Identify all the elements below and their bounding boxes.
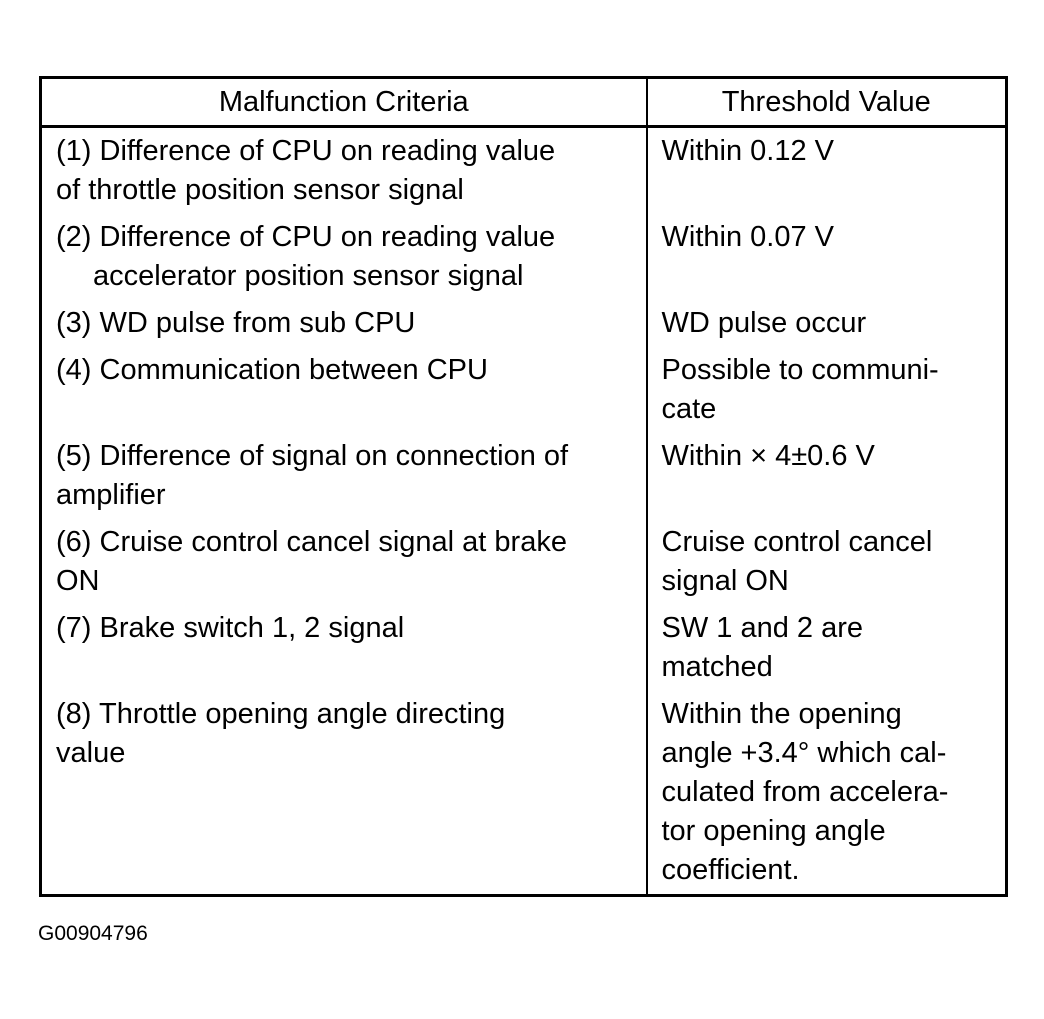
criteria-text: (3) WD pulse from sub CPU	[56, 307, 416, 339]
threshold-text: Within × 4±0.6 V	[661, 440, 875, 472]
table-header-row	[41, 78, 1007, 127]
threshold-text: angle +3.4° which cal-	[661, 737, 947, 769]
threshold-cell	[647, 127, 1007, 215]
header-malfunction-criteria: Malfunction Criteria	[41, 78, 647, 127]
table-row	[41, 433, 1007, 519]
criteria-cell	[41, 127, 647, 215]
threshold-cell	[647, 691, 1007, 896]
threshold-text: Within 0.07 V	[661, 221, 834, 253]
table-row	[41, 300, 1007, 347]
criteria-text: (6) Cruise control cancel signal at brake	[56, 526, 567, 558]
table-row	[41, 691, 1007, 896]
table-row	[41, 214, 1007, 300]
criteria-cell	[41, 433, 647, 519]
threshold-cell	[647, 519, 1007, 605]
threshold-text: Within the opening	[661, 698, 902, 730]
criteria-text: (5) Difference of signal on connection of	[56, 440, 569, 472]
threshold-text: coefficient.	[661, 854, 800, 886]
criteria-text: of throttle position sensor signal	[56, 174, 464, 206]
threshold-cell	[647, 300, 1007, 347]
malfunction-criteria-table	[39, 76, 1008, 897]
criteria-cell	[41, 300, 647, 347]
criteria-text: (2) Difference of CPU on reading value	[56, 221, 556, 253]
criteria-cell	[41, 519, 647, 605]
threshold-text: Within 0.12 V	[661, 135, 834, 167]
criteria-text: value	[56, 737, 126, 769]
table-row	[41, 605, 1007, 691]
criteria-text: (1) Difference of CPU on reading value	[56, 135, 556, 167]
figure-id: G00904796	[38, 922, 148, 945]
criteria-text: ON	[56, 565, 100, 597]
threshold-text: Possible to communi-	[661, 354, 939, 386]
table-row	[41, 347, 1007, 433]
criteria-cell	[41, 214, 647, 300]
table-row	[41, 519, 1007, 605]
criteria-text: amplifier	[56, 479, 166, 511]
threshold-text: SW 1 and 2 are	[661, 612, 863, 644]
criteria-text: (7) Brake switch 1, 2 signal	[56, 612, 405, 644]
header-threshold-value: Threshold Value	[647, 78, 1007, 127]
criteria-text: accelerator position sensor signal	[93, 260, 524, 292]
threshold-text: Cruise control cancel	[661, 526, 933, 558]
criteria-cell	[41, 347, 647, 433]
criteria-cell	[41, 605, 647, 691]
threshold-text: signal ON	[661, 565, 789, 597]
threshold-text: cate	[661, 393, 717, 425]
threshold-cell	[647, 214, 1007, 300]
threshold-text: WD pulse occur	[661, 307, 867, 339]
table-row	[41, 127, 1007, 215]
threshold-cell	[647, 433, 1007, 519]
criteria-text: (8) Throttle opening angle directing	[56, 698, 506, 730]
threshold-text: matched	[661, 651, 773, 683]
threshold-text: culated from accelera-	[661, 776, 949, 808]
threshold-text: tor opening angle	[661, 815, 886, 847]
threshold-cell	[647, 347, 1007, 433]
threshold-cell	[647, 605, 1007, 691]
criteria-cell	[41, 691, 647, 896]
criteria-text: (4) Communication between CPU	[56, 354, 488, 386]
